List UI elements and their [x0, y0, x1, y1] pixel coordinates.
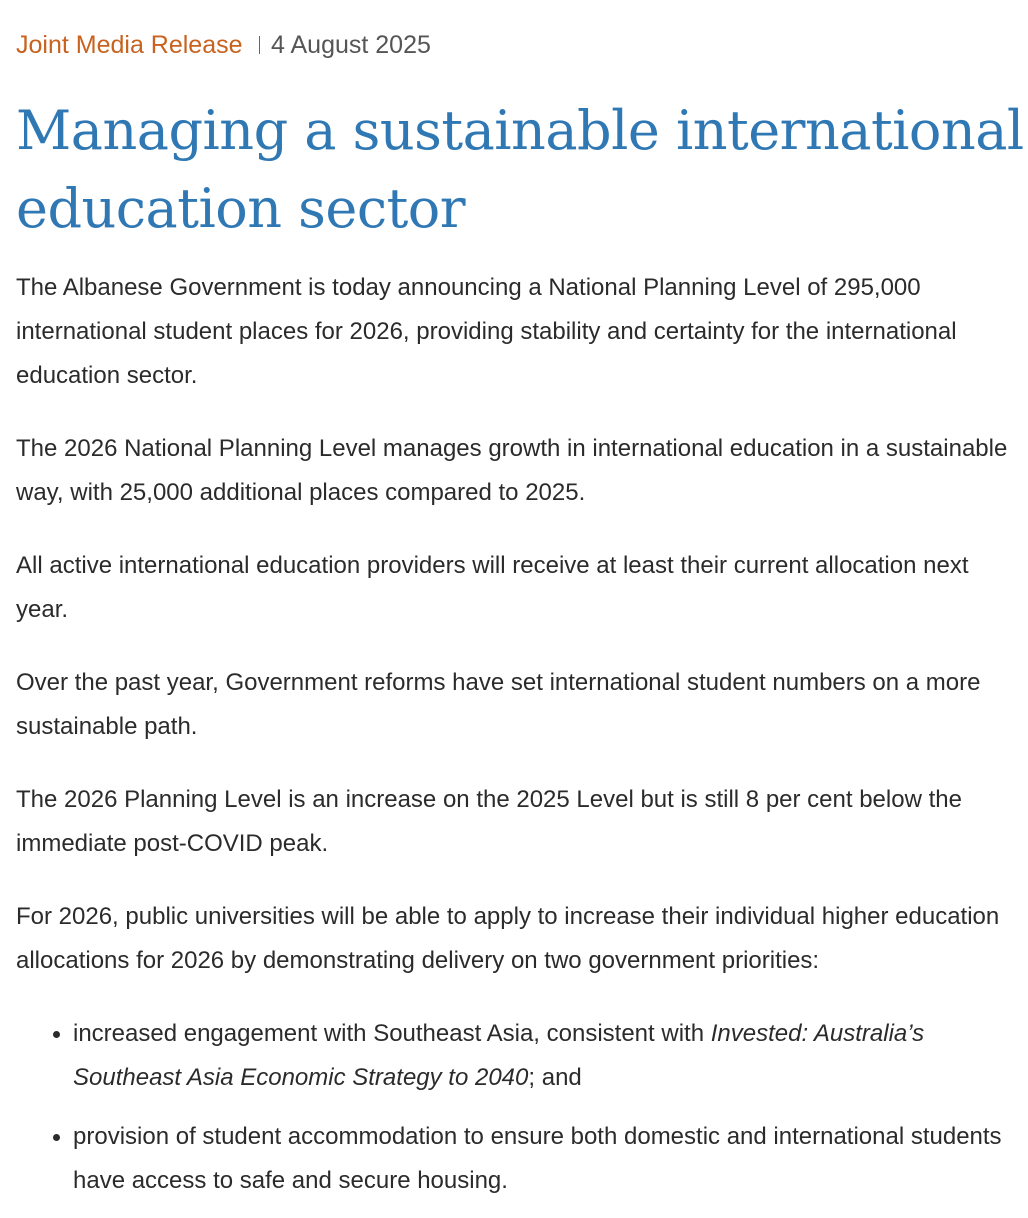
meta-separator	[259, 36, 261, 54]
list-item-text-end: ; and	[528, 1064, 582, 1091]
paragraph: The 2026 National Planning Level manages growth in international education in a sustainable way, with 25,000 additional places compared to 2025.	[16, 435, 1008, 506]
strategy-title: Invested: Australia’s Southeast Asia Economic Strategy to 2040	[73, 1020, 925, 1091]
release-date: 4 August 2025	[271, 31, 431, 59]
release-meta	[16, 28, 431, 62]
paragraph: The 2026 Planning Level is an increase on the 2025 Level but is still 8 per cent below the immediate post-COVID peak.	[16, 786, 962, 857]
paragraph: Over the past year, Government reforms have set international student numbers on a more sustainable path.	[16, 669, 981, 740]
list-item	[73, 1115, 1020, 1203]
article-body	[16, 266, 1020, 1218]
page-title: Managing a sustainable international education sector	[16, 99, 1024, 240]
bullet-icon	[53, 1031, 60, 1038]
list-item-text: provision of student accommodation to ensure both domestic and international students have access to safe and secure housing.	[73, 1123, 1002, 1194]
list-item	[73, 1012, 1020, 1100]
bullet-icon	[53, 1134, 60, 1141]
paragraph: For 2026, public universities will be able to apply to increase their individual higher education allocations for 2026 by demonstrating delivery on two government priorities:	[16, 903, 1000, 974]
paragraph: All active international education providers will receive at least their current allocation next year.	[16, 552, 969, 623]
release-type: Joint Media Release	[16, 31, 243, 59]
paragraph: The Albanese Government is today announcing a National Planning Level of 295,000 international student places for 2026, providing stability and certainty for the international education sector.	[16, 274, 957, 389]
list-item-text: increased engagement with Southeast Asia, consistent with	[73, 1020, 711, 1047]
priorities-list	[16, 1012, 1020, 1203]
